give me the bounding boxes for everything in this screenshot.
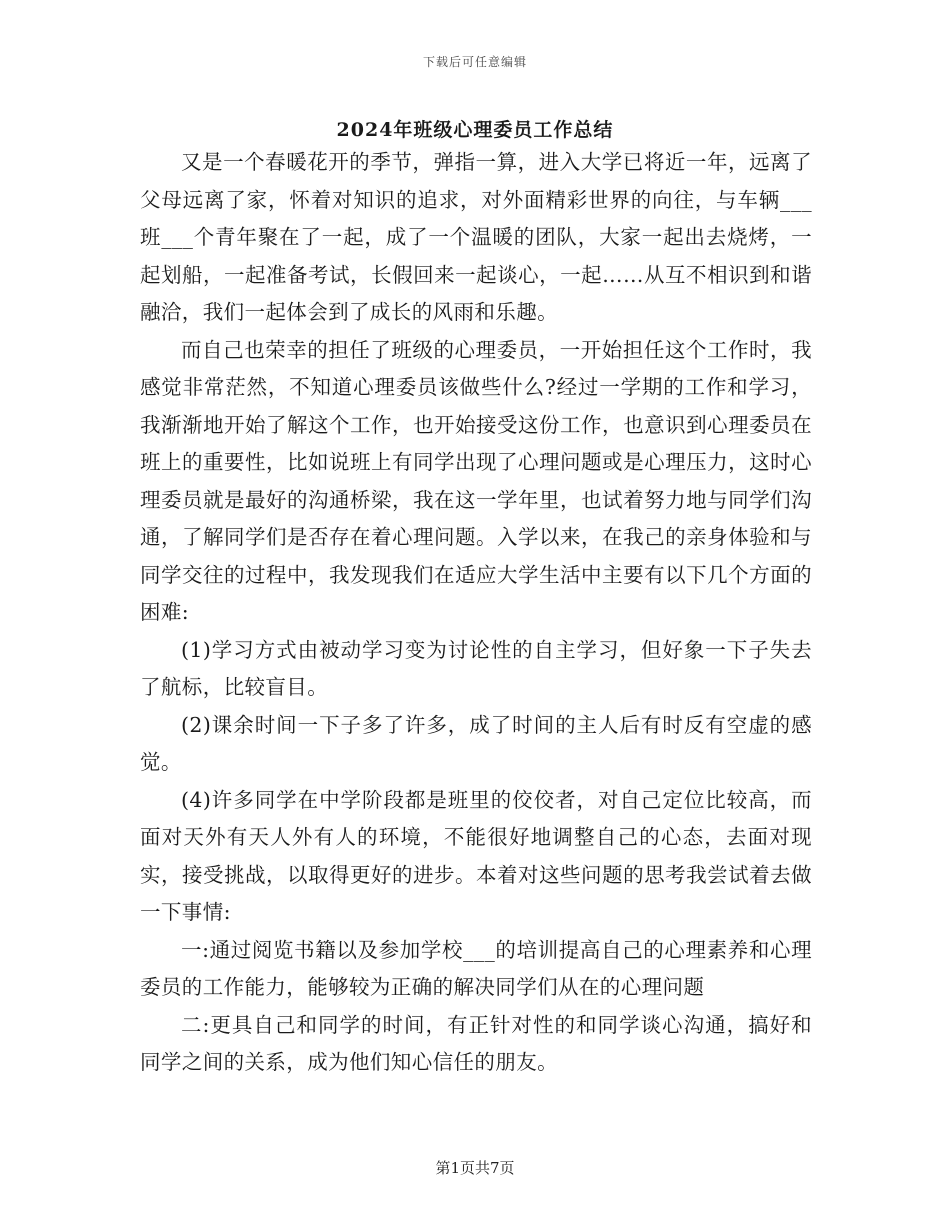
paragraph: (1)学习方式由被动学习变为讨论性的自主学习，但好象一下子失去了航标，比较盲目。: [140, 637, 812, 699]
paragraph: 二:更具自己和同学的时间，有正针对性的和同学谈心沟通，搞好和同学之间的关系，成为他们知心信任的朋友。: [140, 1012, 812, 1074]
document-body: [140, 144, 812, 1082]
paragraph: (4)许多同学在中学阶段都是班里的佼佼者，对自己定位比较高，而面对天外有天人外有人的环境，不能很好地调整自己的心态，去面对现实，接受挑战，以取得更好的进步。本着对这些问题的思考我尝试着去做一下事情:: [140, 787, 812, 924]
header-note: 下载后可任意编辑: [422, 55, 527, 69]
paragraph: 又是一个春暖花开的季节，弹指一算，进入大学已将近一年，远离了父母远离了家，怀着对知识的追求，对外面精彩世界的向往，与车辆___班___个青年聚在了一起，成了一个温暖的团队，大家一起出去烧烤，一起划船，一起准备考试，长假回来一起谈心，一起……从互不相识到和谐融洽，我们一起体会到了成长的风雨和乐趣。: [140, 150, 812, 324]
document-title: 2024年班级心理委员工作总结: [336, 119, 614, 141]
paragraph: 而自己也荣幸的担任了班级的心理委员，一开始担任这个工作时，我感觉非常茫然，不知道心理委员该做些什么?经过一学期的工作和学习，我渐渐地开始了解这个工作，也开始接受这份工作，也意识到心理委员在班上的重要性，比如说班上有同学出现了心理问题或是心理压力，这时心理委员就是最好的沟通桥梁，我在这一学年里，也试着努力地与同学们沟通，了解同学们是否存在着心理问题。入学以来，在我己的亲身体验和与同学交往的过程中，我发现我们在适应大学生活中主要有以下几个方面的困难:: [140, 337, 812, 624]
paragraph: 一:通过阅览书籍以及参加学校___的培训提高自己的心理素养和心理委员的工作能力，能够较为正确的解决同学们从在的心理问题: [140, 937, 812, 999]
paragraph: (2)课余时间一下子多了许多，成了时间的主人后有时反有空虚的感觉。: [140, 712, 812, 774]
page-number: 第1页共7页: [435, 1159, 515, 1177]
